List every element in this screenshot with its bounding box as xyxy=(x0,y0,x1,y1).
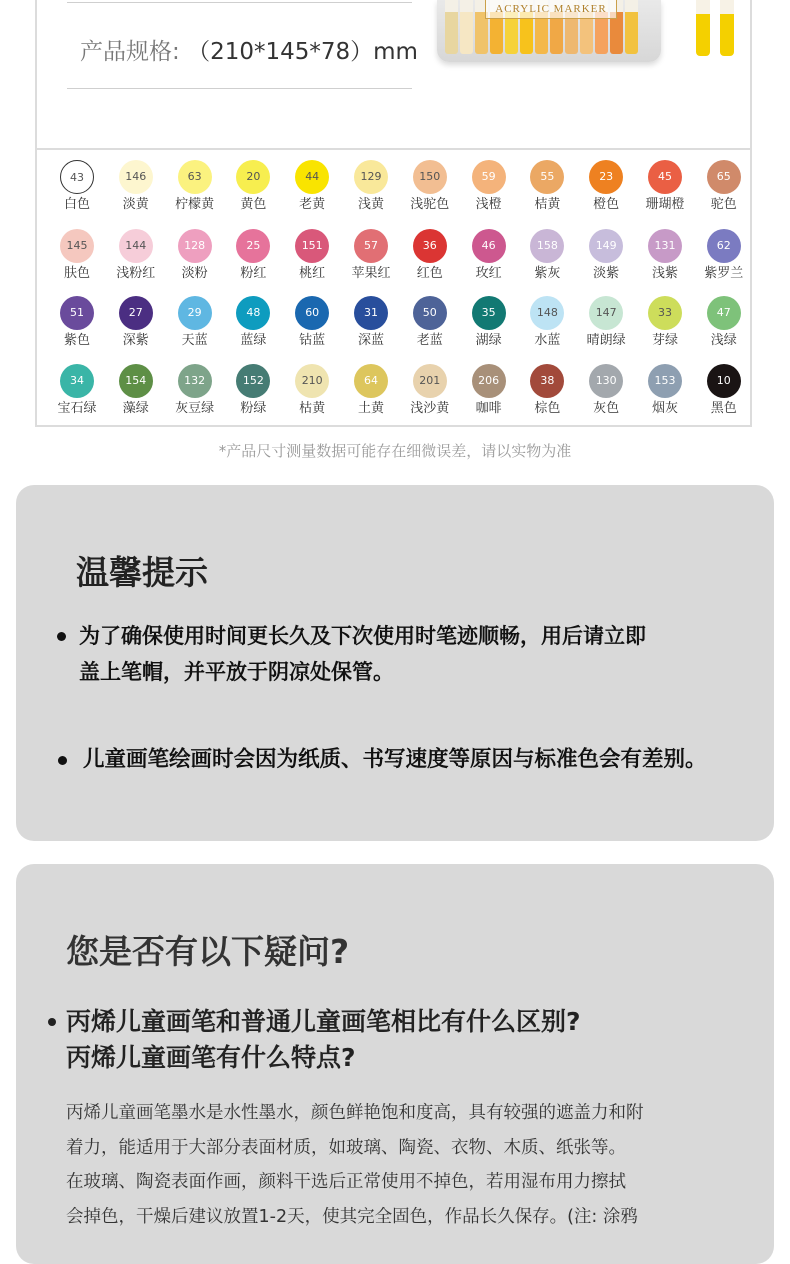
tip-line: 为了确保使用时间更长久及下次使用时笔迹顺畅，用后请立即 xyxy=(79,624,646,648)
color-dot: 33 xyxy=(648,296,682,330)
color-swatch xyxy=(282,229,342,281)
color-dot: 46 xyxy=(472,229,506,263)
color-dot: 131 xyxy=(648,229,682,263)
color-dot: 206 xyxy=(472,364,506,398)
color-name: 灰色 xyxy=(593,401,620,416)
color-name: 土黄 xyxy=(357,401,384,416)
color-swatch xyxy=(106,229,166,281)
color-name: 淡紫 xyxy=(593,266,620,281)
color-swatch xyxy=(400,229,460,281)
color-dot: 43 xyxy=(60,160,94,194)
color-name: 老黄 xyxy=(299,197,326,212)
color-name: 藻绿 xyxy=(122,401,149,416)
answer-line: 会掉色，干燥后建议放置1-2天，使其完全固色，作品长久保存。(注: 涂鸦 xyxy=(66,1206,638,1227)
color-swatch xyxy=(223,364,283,416)
bullet-icon xyxy=(57,632,66,641)
color-name: 粉红 xyxy=(240,266,267,281)
color-name: 钴蓝 xyxy=(299,333,326,348)
color-name: 红色 xyxy=(416,266,443,281)
color-dot: 62 xyxy=(707,229,741,263)
color-swatch xyxy=(576,160,636,212)
color-swatch xyxy=(459,229,519,281)
color-dot: 36 xyxy=(413,229,447,263)
color-dot: 148 xyxy=(530,296,564,330)
color-swatch xyxy=(165,364,225,416)
color-dot: 150 xyxy=(413,160,447,194)
color-dot: 48 xyxy=(236,296,270,330)
color-name: 芽绿 xyxy=(651,333,678,348)
color-swatch xyxy=(341,364,401,416)
answer-line: 在玻璃、陶瓷表面作画，颜料干选后正常使用不掉色，若用湿布用力擦拭 xyxy=(66,1172,626,1192)
color-swatch xyxy=(165,296,225,348)
color-swatch xyxy=(517,364,577,416)
color-name: 老蓝 xyxy=(416,333,443,348)
color-swatch xyxy=(223,229,283,281)
color-dot: 20 xyxy=(236,160,270,194)
color-dot: 128 xyxy=(178,229,212,263)
tip-line: 儿童画笔绘画时会因为纸质、书写速度等原因与标准色会有差别。 xyxy=(83,747,707,772)
color-name: 粉绿 xyxy=(240,401,267,416)
color-name: 浅黄 xyxy=(357,197,384,212)
divider-top xyxy=(67,2,412,3)
loose-marker-image xyxy=(696,0,710,56)
color-swatch xyxy=(282,160,342,212)
color-dot: 25 xyxy=(236,229,270,263)
color-dot: 45 xyxy=(648,160,682,194)
color-name: 湖绿 xyxy=(475,333,502,348)
color-swatch xyxy=(223,296,283,348)
color-name: 浅沙黄 xyxy=(410,401,450,416)
color-swatch xyxy=(165,229,225,281)
color-swatch xyxy=(341,229,401,281)
color-dot: 63 xyxy=(178,160,212,194)
color-name: 浅橙 xyxy=(475,197,502,212)
color-name: 黄色 xyxy=(240,197,267,212)
color-dot: 210 xyxy=(295,364,329,398)
color-swatch xyxy=(517,296,577,348)
color-swatch xyxy=(282,364,342,416)
color-swatch xyxy=(106,364,166,416)
bullet-icon xyxy=(58,756,67,765)
color-dot: 51 xyxy=(60,296,94,330)
color-name: 浅驼色 xyxy=(410,197,450,212)
marker-pen xyxy=(625,0,638,54)
faq-title: 您是否有以下疑问? xyxy=(66,932,350,971)
color-swatch xyxy=(576,229,636,281)
spec-value: （210*145*78）mm xyxy=(187,39,418,65)
color-name: 深紫 xyxy=(122,333,149,348)
color-dot: 129 xyxy=(354,160,388,194)
color-name: 天蓝 xyxy=(181,333,208,348)
color-name: 淡粉 xyxy=(181,266,208,281)
color-name: 淡黄 xyxy=(122,197,149,212)
color-name: 紫罗兰 xyxy=(704,266,744,281)
color-dot: 60 xyxy=(295,296,329,330)
color-name: 咖啡 xyxy=(475,401,502,416)
color-dot: 50 xyxy=(413,296,447,330)
color-name: 桔黄 xyxy=(534,197,561,212)
color-dot: 31 xyxy=(354,296,388,330)
color-name: 浅粉红 xyxy=(116,266,156,281)
color-name: 灰豆绿 xyxy=(175,401,215,416)
color-swatch xyxy=(106,160,166,212)
color-swatch xyxy=(47,296,107,348)
color-dot: 152 xyxy=(236,364,270,398)
measurement-note: *产品尺寸测量数据可能存在细微误差，请以实物为准 xyxy=(218,442,572,460)
color-swatch xyxy=(223,160,283,212)
color-name: 水蓝 xyxy=(534,333,561,348)
tip-item xyxy=(79,618,646,690)
color-swatch xyxy=(635,364,695,416)
color-dot: 158 xyxy=(530,229,564,263)
color-dot: 59 xyxy=(472,160,506,194)
color-swatch xyxy=(47,229,107,281)
color-dot: 153 xyxy=(648,364,682,398)
color-name: 白色 xyxy=(63,197,90,212)
color-name: 宝石绿 xyxy=(57,401,97,416)
color-name: 珊瑚橙 xyxy=(645,197,685,212)
color-name: 玫红 xyxy=(475,266,502,281)
color-swatch xyxy=(165,160,225,212)
color-swatch xyxy=(694,160,754,212)
product-spec xyxy=(80,33,418,66)
color-dot: 29 xyxy=(178,296,212,330)
color-name: 枯黄 xyxy=(299,401,326,416)
color-swatch xyxy=(517,229,577,281)
color-dot: 130 xyxy=(589,364,623,398)
question-line: 丙烯儿童画笔有什么特点? xyxy=(66,1043,356,1072)
answer-line: 着力，能适用于大部分表面材质，如玻璃、陶瓷、衣物、木质、纸张等。 xyxy=(66,1137,626,1158)
color-name: 柠檬黄 xyxy=(175,197,215,212)
color-dot: 55 xyxy=(530,160,564,194)
marker-pen xyxy=(445,0,458,54)
color-name: 蓝绿 xyxy=(240,333,267,348)
tip-item xyxy=(83,742,707,778)
color-dot: 10 xyxy=(707,364,741,398)
color-name: 肤色 xyxy=(63,266,90,281)
color-swatch xyxy=(459,160,519,212)
color-swatch xyxy=(576,364,636,416)
color-dot: 64 xyxy=(354,364,388,398)
color-swatch xyxy=(576,296,636,348)
question-line: 丙烯儿童画笔和普通儿童画笔相比有什么区别? xyxy=(66,1007,581,1036)
answer-line: 丙烯儿童画笔墨水是水性墨水，颜色鲜艳饱和度高，具有较强的遮盖力和附 xyxy=(66,1103,644,1123)
color-name: 深蓝 xyxy=(357,333,384,348)
product-box-image xyxy=(437,0,661,62)
color-name: 橙色 xyxy=(593,197,620,212)
color-name: 浅绿 xyxy=(710,333,737,348)
color-name: 苹果红 xyxy=(351,266,391,281)
color-dot: 47 xyxy=(707,296,741,330)
color-name: 桃红 xyxy=(299,266,326,281)
color-dot: 38 xyxy=(530,364,564,398)
color-dot: 201 xyxy=(413,364,447,398)
color-dot: 132 xyxy=(178,364,212,398)
color-swatch xyxy=(282,296,342,348)
faq-panel xyxy=(16,864,774,1264)
tips-title: 温馨提示 xyxy=(76,553,208,592)
color-dot: 144 xyxy=(119,229,153,263)
color-name: 烟灰 xyxy=(651,401,678,416)
color-swatch xyxy=(694,296,754,348)
color-swatch xyxy=(106,296,166,348)
color-swatch xyxy=(635,296,695,348)
color-swatch xyxy=(400,296,460,348)
color-name: 紫灰 xyxy=(534,266,561,281)
color-dot: 154 xyxy=(119,364,153,398)
color-dot: 149 xyxy=(589,229,623,263)
color-swatch xyxy=(400,364,460,416)
color-swatch xyxy=(459,364,519,416)
color-dot: 57 xyxy=(354,229,388,263)
color-swatch xyxy=(47,364,107,416)
color-name: 紫色 xyxy=(63,333,90,348)
color-dot: 145 xyxy=(60,229,94,263)
color-swatch xyxy=(47,160,107,212)
loose-marker-image xyxy=(720,0,734,56)
tip-line: 盖上笔帽，并平放于阴凉处保管。 xyxy=(79,660,394,684)
color-dot: 23 xyxy=(589,160,623,194)
color-name: 浅紫 xyxy=(651,266,678,281)
color-name: 晴朗绿 xyxy=(586,333,626,348)
box-label: ACRYLIC MARKER xyxy=(485,0,617,19)
tips-panel xyxy=(16,485,774,841)
color-dot: 65 xyxy=(707,160,741,194)
color-swatch xyxy=(400,160,460,212)
color-swatch xyxy=(517,160,577,212)
color-dot: 34 xyxy=(60,364,94,398)
spec-label: 产品规格: xyxy=(80,39,180,65)
faq-answer xyxy=(66,1096,746,1234)
divider-bottom xyxy=(67,88,412,89)
color-name: 驼色 xyxy=(710,197,737,212)
marker-pen xyxy=(460,0,473,54)
color-swatch xyxy=(635,229,695,281)
bullet-icon xyxy=(48,1018,56,1026)
color-swatch xyxy=(341,296,401,348)
color-swatch xyxy=(694,229,754,281)
color-dot: 146 xyxy=(119,160,153,194)
color-dot: 151 xyxy=(295,229,329,263)
color-dot: 147 xyxy=(589,296,623,330)
color-swatch xyxy=(459,296,519,348)
color-dot: 35 xyxy=(472,296,506,330)
color-dot: 44 xyxy=(295,160,329,194)
color-dot: 27 xyxy=(119,296,153,330)
faq-question xyxy=(66,1004,581,1076)
color-name: 棕色 xyxy=(534,401,561,416)
color-name: 黑色 xyxy=(710,401,737,416)
color-swatch xyxy=(635,160,695,212)
color-swatch xyxy=(694,364,754,416)
color-swatch xyxy=(341,160,401,212)
